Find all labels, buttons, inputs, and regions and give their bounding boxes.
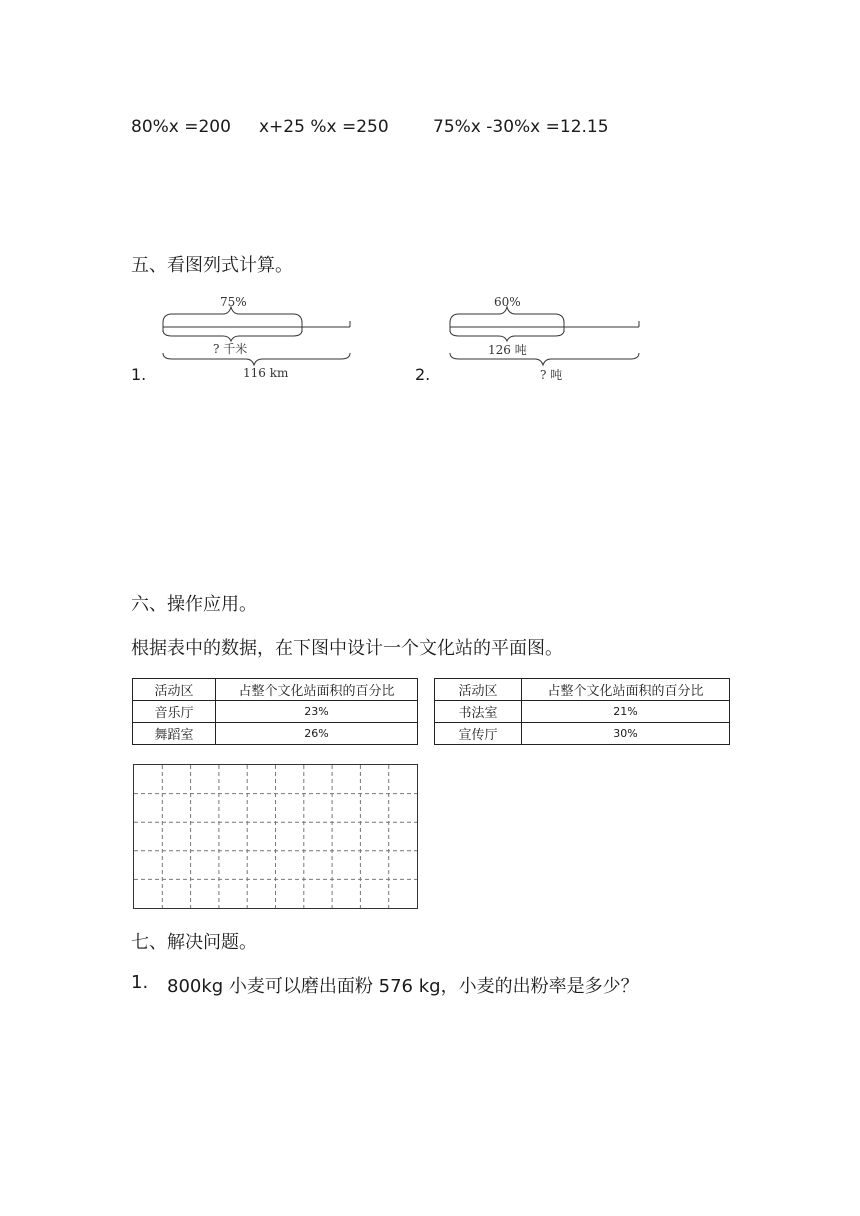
table-row — [133, 701, 418, 723]
diagram2-bottom-label: ? 吨 — [540, 368, 563, 382]
section7-heading: 七、解决问题。 — [131, 932, 257, 953]
floor-plan-grid[interactable] — [133, 764, 418, 909]
problem2-number: 2. — [415, 365, 431, 384]
area-table-left — [132, 678, 418, 745]
table-row — [435, 723, 730, 745]
table-cell-percent: 21% — [522, 701, 730, 723]
diagram2-top-label: 60% — [494, 295, 521, 309]
equation-3: 75%x -30%x =12.15 — [433, 117, 609, 137]
diagram1-top-label: 75% — [220, 295, 247, 309]
diagram1-bottom-label: 116 km — [243, 366, 289, 380]
grid-lines — [134, 765, 417, 908]
diagram2-middle-label: 126 吨 — [488, 343, 527, 357]
table-cell-area: 书法室 — [435, 701, 522, 723]
problem-text: 800kg 小麦可以磨出面粉 576 kg，小麦的出粉率是多少？ — [167, 976, 639, 997]
problem-number: 1. — [131, 972, 149, 993]
diagram1-middle-label: ? 千米 — [213, 342, 248, 356]
equation-2: x+25 %x =250 — [259, 117, 389, 137]
table-header-row — [435, 679, 730, 701]
table-cell-percent: 26% — [216, 723, 418, 745]
table-header-cell: 占整个文化站面积的百分比 — [522, 679, 730, 701]
problem1-number: 1. — [131, 365, 147, 384]
table-cell-percent: 30% — [522, 723, 730, 745]
section6-heading: 六、操作应用。 — [131, 594, 257, 615]
table-row — [133, 723, 418, 745]
equation-1: 80%x =200 — [131, 117, 231, 137]
section6-instruction: 根据表中的数据，在下图中设计一个文化站的平面图。 — [131, 638, 563, 659]
table-row — [435, 701, 730, 723]
table-cell-area: 宣传厅 — [435, 723, 522, 745]
table-cell-area: 舞蹈室 — [133, 723, 216, 745]
area-table-right — [434, 678, 730, 745]
table-header-cell: 活动区 — [133, 679, 216, 701]
section5-heading: 五、看图列式计算。 — [131, 255, 293, 276]
table-cell-area: 音乐厅 — [133, 701, 216, 723]
table-cell-percent: 23% — [216, 701, 418, 723]
table-header-cell: 占整个文化站面积的百分比 — [216, 679, 418, 701]
table-header-row — [133, 679, 418, 701]
table-header-cell: 活动区 — [435, 679, 522, 701]
